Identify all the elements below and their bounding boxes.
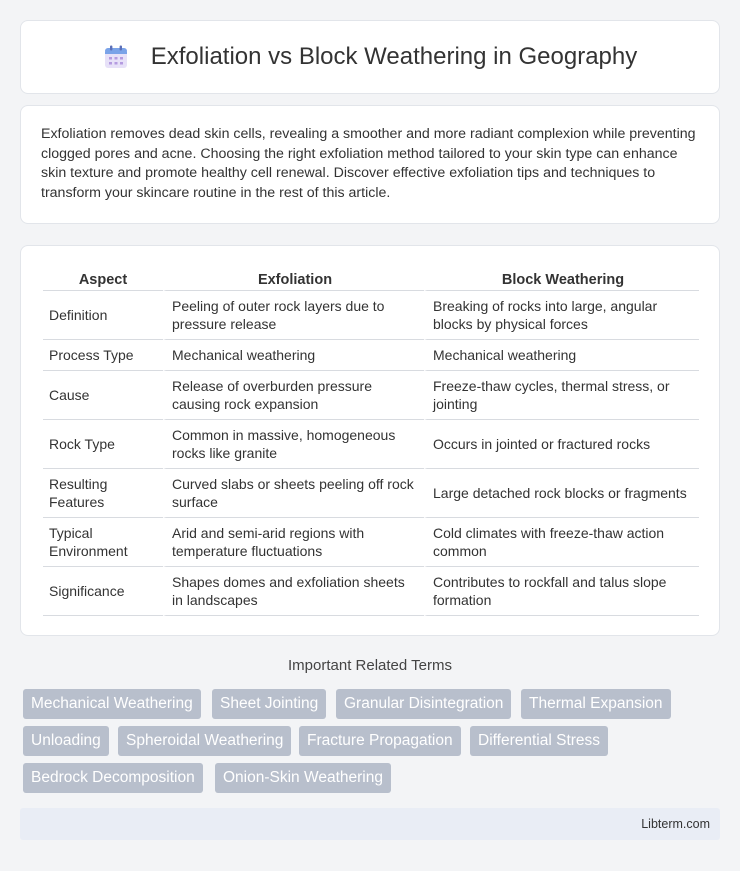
- intro-card: [20, 105, 720, 224]
- cell-block-weathering: Occurs in jointed or fractured rocks: [424, 420, 699, 469]
- cell-exfoliation: Peeling of outer rock layers due to pressure release: [163, 291, 424, 340]
- tag-sheet-jointing[interactable]: Sheet Jointing: [212, 689, 326, 719]
- cell-aspect: Cause: [43, 371, 163, 420]
- page-title: Exfoliation vs Block Weathering in Geography: [150, 43, 638, 70]
- cell-aspect: Significance: [43, 567, 163, 616]
- cell-block-weathering: Breaking of rocks into large, angular blocks by physical forces: [424, 291, 699, 340]
- comparison-card: [20, 245, 720, 636]
- table-row: [43, 518, 699, 567]
- table-row: [43, 567, 699, 616]
- cell-aspect: Rock Type: [43, 420, 163, 469]
- footer-link[interactable]: Libterm.com: [641, 817, 710, 831]
- cell-block-weathering: Large detached rock blocks or fragments: [424, 469, 699, 518]
- tag-mechanical-weathering[interactable]: Mechanical Weathering: [23, 689, 201, 719]
- header-card: [20, 20, 720, 94]
- table-row: [43, 291, 699, 340]
- cell-exfoliation: Mechanical weathering: [163, 340, 424, 371]
- calendar-icon: [103, 44, 129, 70]
- tag-granular-disintegration[interactable]: Granular Disintegration: [336, 689, 511, 719]
- table-row: [43, 420, 699, 469]
- header-aspect: Aspect: [43, 266, 163, 291]
- cell-aspect: Resulting Features: [43, 469, 163, 518]
- tag-differential-stress[interactable]: Differential Stress: [470, 726, 608, 756]
- tag-bedrock-decomposition[interactable]: Bedrock Decomposition: [23, 763, 203, 793]
- table-row: [43, 371, 699, 420]
- cell-exfoliation: Release of overburden pressure causing rock expansion: [163, 371, 424, 420]
- cell-block-weathering: Mechanical weathering: [424, 340, 699, 371]
- tag-unloading[interactable]: Unloading: [23, 726, 109, 756]
- cell-aspect: Definition: [43, 291, 163, 340]
- header-exfoliation: Exfoliation: [163, 266, 424, 291]
- tag-fracture-propagation[interactable]: Fracture Propagation: [299, 726, 461, 756]
- comparison-table: [43, 266, 699, 616]
- table-row: [43, 340, 699, 371]
- tag-spheroidal-weathering[interactable]: Spheroidal Weathering: [118, 726, 291, 756]
- cell-exfoliation: Curved slabs or sheets peeling off rock surface: [163, 469, 424, 518]
- cell-exfoliation: Common in massive, homogeneous rocks like granite: [163, 420, 424, 469]
- cell-exfoliation: Shapes domes and exfoliation sheets in landscapes: [163, 567, 424, 616]
- cell-block-weathering: Contributes to rockfall and talus slope formation: [424, 567, 699, 616]
- header-block-weathering: Block Weathering: [424, 266, 699, 291]
- cell-aspect: Typical Environment: [43, 518, 163, 567]
- related-terms-title: Important Related Terms: [288, 657, 452, 674]
- tag-thermal-expansion[interactable]: Thermal Expansion: [521, 689, 671, 719]
- cell-exfoliation: Arid and semi-arid regions with temperature fluctuations: [163, 518, 424, 567]
- cell-block-weathering: Cold climates with freeze-thaw action common: [424, 518, 699, 567]
- intro-text: Exfoliation removes dead skin cells, revealing a smoother and more radiant complexion while preventing clogged pores and acne. Choosing the right exfoliation method tailored to your skin type can enhance skin texture and promote healthy cell renewal. Discover effective exfoliation tips and techniques to transform your skincare routine in the rest of this article.: [41, 126, 696, 201]
- footer: [20, 808, 720, 840]
- tag-onion-skin-weathering[interactable]: Onion-Skin Weathering: [215, 763, 391, 793]
- table-row: [43, 469, 699, 518]
- cell-aspect: Process Type: [43, 340, 163, 371]
- table-header-row: [43, 266, 699, 291]
- cell-block-weathering: Freeze-thaw cycles, thermal stress, or jointing: [424, 371, 699, 420]
